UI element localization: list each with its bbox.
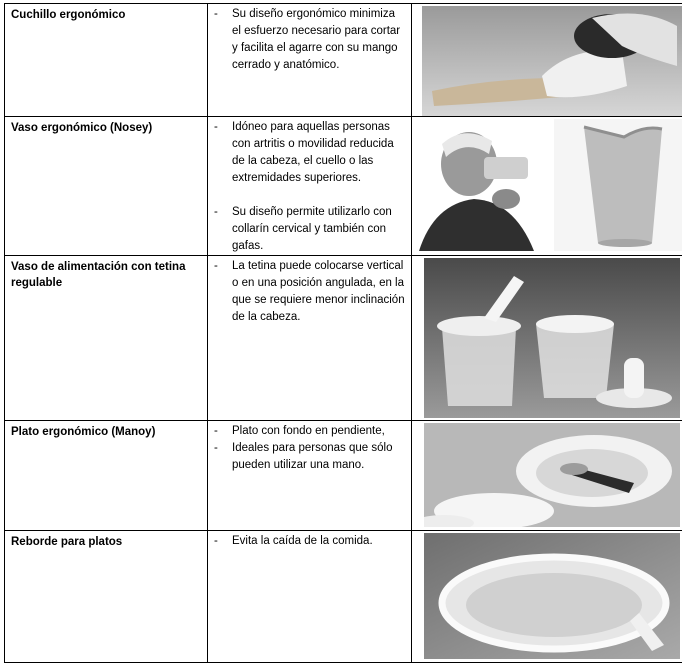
bullet-dash: - <box>214 260 218 272</box>
bullet-dash: - <box>214 535 218 547</box>
product-name: Vaso ergonómico (Nosey) <box>5 117 208 256</box>
feeding-cup-photo <box>424 258 680 418</box>
table-row <box>5 256 682 421</box>
bullet-dash: - <box>214 442 218 454</box>
description-list <box>208 117 411 255</box>
description-list <box>208 421 411 474</box>
bullet-dash: - <box>214 121 218 133</box>
bullet-dash: - <box>214 425 218 437</box>
description-item: - Ideales para personas que sólo pueden utilizar una mano. <box>214 442 393 471</box>
product-name: Plato ergonómico (Manoy) <box>5 421 208 531</box>
description-item: - Su diseño permite utilizarlo con collarín cervical y también con gafas. <box>214 206 392 252</box>
description-item: - Plato con fondo en pendiente, <box>214 423 407 440</box>
product-name: Vaso de alimentación con tetina regulable <box>5 256 208 421</box>
plate-photo <box>424 423 680 527</box>
bullet-dash: - <box>214 8 218 20</box>
table-row <box>5 4 682 117</box>
description-list <box>208 4 411 74</box>
description-item: - Idóneo para aquellas personas con artritis o movilidad reducida de la cabeza, el cuello o las extremidades superiores. <box>214 121 394 184</box>
description-list <box>208 531 411 550</box>
description-item: - Su diseño ergonómico minimiza el esfuerzo necesario para cortar y facilita el agarre con su mango cerrado y anatómico. <box>214 8 401 71</box>
table-row <box>5 421 682 531</box>
knife-photo <box>422 6 682 116</box>
table-row <box>5 117 682 256</box>
product-name: Reborde para platos <box>5 531 208 663</box>
nosey-cup-photo <box>412 119 682 251</box>
product-name: Cuchillo ergonómico <box>5 4 208 117</box>
assistive-devices-table <box>4 3 682 663</box>
man-drinking-photo <box>414 119 550 251</box>
description-item: - La tetina puede colocarse vertical o en una posición angulada, en la que se requiere menor inclinación de la cabeza. <box>214 260 405 323</box>
nosey-cup-image <box>554 119 682 251</box>
table-row <box>5 531 682 663</box>
description-item: - Evita la caída de la comida. <box>214 533 407 550</box>
description-list <box>208 256 411 326</box>
plate-guard-photo <box>424 533 680 659</box>
bullet-dash: - <box>214 206 218 218</box>
